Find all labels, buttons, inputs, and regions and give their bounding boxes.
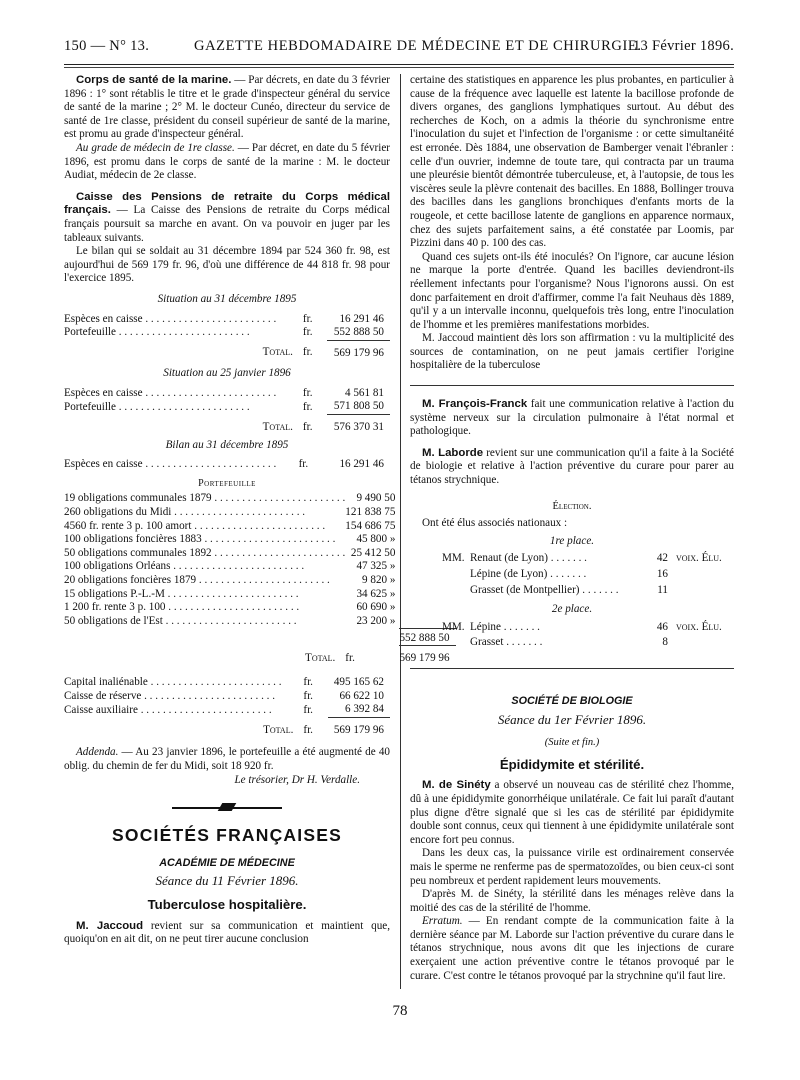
academie-seance: Séance du 11 Février 1896. — [155, 873, 299, 889]
row-label: Caisse auxiliaire . . . . . . . . . . . . . . . . . . . . . . . . — [64, 703, 272, 716]
election-name: Lépine . . . . . . . — [470, 620, 540, 633]
row-unit: fr. — [302, 386, 313, 399]
row-unit: fr. — [302, 326, 313, 339]
section-rule-2 — [410, 668, 734, 669]
election-prefix — [442, 584, 468, 598]
money-row — [64, 313, 390, 327]
laborde-name: M. Laborde — [422, 446, 484, 459]
total-label: Total. — [263, 723, 294, 736]
suite-et-fin: (Suite et fin.) — [544, 737, 600, 749]
jaccoud-text: revient sur sa communication et maintient que, quoiqu'on en ait dit, on ne peut tirer aucune conclusion — [64, 919, 390, 946]
portefeuille-value: 154 686 75 — [345, 519, 396, 532]
bilan-title: Bilan au 31 décembre 1895 — [165, 438, 289, 451]
portefeuille-row — [64, 615, 456, 629]
addenda-heading: Addenda. — [76, 746, 119, 759]
header-date: 13 Février 1896. — [632, 38, 734, 54]
portefeuille-label: 20 obligations foncières 1879 . . . . . . . . . . . . . . . . . . . . . . . . — [64, 574, 330, 586]
row-label: Caisse de réserve . . . . . . . . . . . . . . . . . . . . . . . . — [64, 689, 276, 702]
epididymite-title: Épididymite et stérilité. — [499, 756, 645, 772]
ornament-divider — [172, 801, 282, 815]
election-prefix: MM. — [442, 552, 465, 565]
portefeuille-row — [64, 574, 456, 588]
row-label: Espèces en caisse . . . . . . . . . . . . . . . . . . . . . . . . — [64, 312, 277, 325]
row-unit: fr. — [303, 689, 313, 702]
deux-cas-paragraph: Dans les deux cas, la puissance virile est ordinairement conservée mais le sperme ne renferme pas de spermatozoïdes, ou bien ceux-ci sont peu nombreux et perdent rapidement leurs mouvements. — [410, 847, 734, 887]
portefeuille-sum-row — [64, 628, 456, 646]
grade-paragraph — [64, 142, 390, 183]
portefeuille-row — [64, 560, 456, 574]
election-row — [442, 621, 722, 635]
row-value: 6 392 84 — [345, 703, 384, 716]
portefeuille-value: 23 200 » — [356, 614, 396, 627]
portefeuille-table — [64, 492, 456, 666]
francois-franck-name: M. François-Franck — [422, 398, 528, 411]
total-value: 569 179 96 — [328, 717, 390, 737]
erratum-paragraph — [410, 915, 734, 983]
situation-1-table — [64, 313, 390, 361]
election-result — [670, 584, 722, 598]
money-row — [64, 326, 390, 340]
money-row — [64, 458, 390, 472]
portefeuille-label: 50 obligations de l'Est . . . . . . . . . . . . . . . . . . . . . . . . — [64, 614, 297, 627]
laborde-paragraph — [410, 447, 734, 488]
portefeuille-label: 1 200 fr. rente 3 p. 100 . . . . . . . . . . . . . . . . . . . . . . . . — [64, 601, 300, 614]
election-votes: 16 — [656, 568, 668, 580]
erratum-heading: Erratum. — [422, 915, 463, 928]
portefeuille-row — [64, 533, 456, 547]
right-column — [410, 74, 734, 983]
total-row — [64, 717, 390, 737]
money-row — [64, 703, 390, 717]
election-name: Lépine (de Lyon) . . . . . . . — [470, 568, 587, 580]
portefeuille-label: 50 obligations communales 1892 . . . . . . . . . . . . . . . . . . . . . . . . — [64, 546, 346, 559]
election-votes: 8 — [662, 636, 668, 649]
portefeuille-value: 9 490 50 — [356, 492, 396, 505]
portefeuille-row — [64, 601, 456, 615]
total-label: Total. — [262, 420, 293, 433]
row-label: Portefeuille . . . . . . . . . . . . . . . . . . . . . . . . — [64, 400, 250, 413]
francois-franck-paragraph — [410, 398, 734, 439]
header-rule-thin — [64, 67, 734, 68]
election-row — [442, 568, 722, 582]
caisse-text: — La Caisse des Pensions de retraite du Corps médical français poursuit sa marche en avant. On va pouvoir en juger par les tableaux suivants. — [64, 204, 390, 244]
addenda-paragraph — [64, 746, 390, 773]
jaccoud-name: M. Jaccoud — [76, 919, 144, 932]
sante-marine-text: — Par décrets, en date du 3 février 1896 : 1° sont rétablis le titre et le grade d'inspecteur général du service de santé de la marine ; 2° M. le docteur Cunéo, directeur du service de santé de 1re classe, président du conseil supérieur de santé de la marine, est promu au grade d'inspecteur général. — [64, 74, 391, 141]
portefeuille-value: 60 690 » — [356, 601, 396, 614]
portefeuille-label: 100 obligations foncières 1883 . . . . . . . . . . . . . . . . . . . . . . . . — [64, 533, 336, 546]
election-votes: 11 — [657, 583, 668, 596]
portefeuille-value: 25 412 50 — [350, 546, 396, 559]
row-value: 4 561 81 — [345, 386, 384, 399]
election-title: Élection. — [552, 500, 592, 512]
election-name: Renaut (de Lyon) . . . . . . . — [470, 552, 587, 565]
money-row — [64, 387, 390, 401]
total-value: 569 179 96 — [399, 646, 455, 666]
row-value: 552 888 50 — [333, 326, 384, 339]
jaccoud-conclusion: M. Jaccoud maintient dès lors son affirmation : vu la multiplicité des sources de contamination, on ne peut jamais certifier l'origine hospitalière de la tuberculose — [410, 332, 734, 372]
row-unit: fr. — [303, 676, 313, 689]
row-label: Capital inaliénable . . . . . . . . . . . . . . . . . . . . . . . . — [64, 676, 282, 689]
portefeuille-label: 19 obligations communales 1879 . . . . . . . . . . . . . . . . . . . . . . . . — [64, 492, 346, 505]
row-value: 16 291 46 — [339, 458, 384, 471]
portefeuille-sum: 552 888 50 — [399, 628, 455, 646]
portefeuille-value: 47 325 » — [356, 560, 396, 573]
election-votes: 46 — [656, 620, 668, 633]
election-intro: Ont été élus associés nationaux : — [422, 517, 568, 530]
caisse-heading: Caisse des Pensions de retraite du Corps médical français. — [64, 190, 390, 217]
header-page-issue: 150 — N° 13. — [64, 38, 150, 54]
portefeuille-title: Portefeuille — [198, 477, 256, 489]
election-prefix — [442, 568, 468, 582]
election-result — [670, 568, 722, 582]
portefeuille-value: 9 820 » — [362, 574, 396, 586]
total-row — [64, 340, 390, 360]
portefeuille-row — [64, 547, 456, 561]
sante-marine-paragraph — [64, 74, 390, 142]
francois-franck-text: fait une communication relative à l'action du système nerveux sur la circulation pulmonaire à l'état normal et pathologique. — [410, 398, 734, 438]
portefeuille-label: 15 obligations P.-L.-M . . . . . . . . . . . . . . . . . . . . . . . . — [64, 587, 299, 600]
laborde-text: revient sur une communication qu'il a faite à la Société de biologie et relative à l'action préventive du curare pour parer au tétanos strychnique. — [410, 446, 734, 487]
portefeuille-row — [64, 492, 456, 506]
row-value: 571 808 50 — [333, 400, 384, 413]
election-prefix — [442, 636, 468, 650]
jaccoud-paragraph — [64, 920, 390, 947]
row-value: 66 622 10 — [339, 689, 384, 702]
election-votes: 42 — [656, 552, 668, 565]
election-prefix: MM. — [442, 620, 465, 633]
election-row — [442, 636, 722, 650]
erratum-text: — En rendant compte de la communication faite à la dernière séance par M. Laborde sur l'action préventive du curare dans le tétanos strychnique, nous avons dit que les injections de curare exerçaient une action préventive contre le tétanos provoqué par le curare. C'est contre le tétanos provoqué par la strychnine qu'il faut lire. — [410, 915, 734, 982]
election-name: Grasset . . . . . . . — [470, 636, 543, 649]
total-unit: fr. — [302, 420, 313, 433]
money-row — [64, 400, 390, 414]
grade-heading: Au grade de médecin de 1re classe. — [76, 141, 235, 154]
portefeuille-label: 260 obligations du Midi . . . . . . . . . . . . . . . . . . . . . . . . — [64, 506, 306, 519]
election-row — [442, 552, 722, 566]
grade-text: — Par décret, en date du 5 février 1896, est promu dans le corps de santé de la marine : M. le docteur Audiat, médecin de 2e classe. — [64, 141, 391, 182]
total-unit: fr. — [303, 723, 313, 736]
biologie-seance: Séance du 1er Février 1896. — [497, 711, 647, 727]
tresorier-signature: Le trésorier, Dr H. Verdalle. — [234, 773, 360, 786]
row-unit: fr. — [302, 400, 313, 413]
situation-1-title: Situation au 31 décembre 1895 — [157, 292, 297, 305]
row-label: Espèces en caisse . . . . . . . . . . . . . . . . . . . . . . . . — [64, 386, 277, 399]
election-result: voix. Élu. — [676, 620, 722, 633]
page-number: 78 — [392, 1003, 408, 1019]
apres-sinety-paragraph: D'après M. de Sinéty, la stérilité dans les ménages relève dans la moitié des cas de la stérilité de l'homme. — [410, 888, 734, 914]
tuberculose-continuation: certaine des statistiques en apparence les plus probantes, en particulier à cause de la fréquence avec laquelle est latente la bacillose profonde de divers organes, des ganglions lymphatiques surtout. Au début des recherches de Koch, on a admis la théorie du synchronisme entre l'inoculation du sujet et l'infection de l'organisme : or cette simultanéité est erronée. Dès 1884, une observation de Bamberger venait l'ébranler : celle d'un ouvrier, indemne de toute tare, qui contracta par un trauma une pleurésie bientôt démontrée tuberculeuse, et, à l'autopsie, de tous les viscères seule la plèvre contenait des bacilles. En 1888, Bollinger trouva des bacilles dans les ganglions bronchiques d'enfants morts de la rougeole, et cette bacillose latente de ganglions en apparence normaux, chez des sujets parfaitement sains, a été constatée par Loomis, par Pizzini dans 40 p. 100 des cas. — [410, 74, 734, 250]
bilan-paragraph: Le bilan qui se soldait au 31 décembre 1894 par 524 360 fr. 98, est aujourd'hui de 569 179 fr. 96, d'où une différence de 44 818 fr. 98 pour l'exercice 1895. — [64, 245, 390, 285]
row-label: Espèces en caisse . . . . . . . . . . . . . . . . . . . . . . . . — [64, 458, 277, 471]
inoculation-paragraph: Quand ces sujets ont-ils été inoculés? On l'ignore, car aucune lésion ne marque la porte d'entrée. Quand les bacilles deviendront-ils réellement infectants pour l'organisme? Nous l'ignorons aussi. On est donc parfaitement en droit d'affirmer, comme l'a fait Neuhaus dès 1889, qu'il y a un intervalle inconnu, quelquefois très long, entre l'inoculation de l'homme et les premières manifestations morbides. — [410, 250, 734, 331]
place-1-title: 1re place. — [549, 534, 595, 547]
biologie-heading: SOCIÉTÉ DE BIOLOGIE — [511, 694, 633, 707]
total-row — [64, 415, 390, 435]
addenda-text: — Au 23 janvier 1896, le portefeuille a été augmenté de 40 oblig. du chemin de fer du Midi, soit 18 920 fr. — [64, 746, 390, 773]
total-value: 576 370 31 — [327, 415, 390, 435]
total-label: Total. — [262, 346, 293, 359]
sante-marine-heading: Corps de santé de la marine. — [76, 74, 232, 86]
portefeuille-row — [64, 588, 456, 602]
bilan-total-row — [64, 646, 456, 666]
money-row — [64, 676, 390, 690]
sinety-text: a observé un nouveau cas de stérilité chez l'homme, dû à une épididymite gonorrhéique unilatérale. Ce fait lui paraît d'autant plus digne d'être signalé que si les cas de stérilité par épididymite double sont connus, ceux qui tiennent à une épididymite unilatérale sont encore fort peu connus. — [410, 779, 734, 846]
caisse-paragraph — [64, 191, 390, 245]
sinety-name: M. de Sinéty — [422, 779, 491, 792]
total-value: 569 179 96 — [327, 340, 390, 360]
row-label: Portefeuille . . . . . . . . . . . . . . . . . . . . . . . . — [64, 326, 250, 339]
bilan-table — [64, 458, 390, 472]
row-unit: fr. — [298, 458, 309, 471]
section-rule — [410, 385, 734, 386]
academie-heading: ACADÉMIE DE MÉDECINE — [159, 856, 295, 869]
header-journal-title: GAZETTE HEBDOMADAIRE DE MÉDECINE ET DE CHIRURGIE. — [194, 38, 642, 54]
tuberculose-title: Tuberculose hospitalière. — [147, 897, 307, 912]
row-value: 16 291 46 — [339, 312, 384, 325]
portefeuille-label: 4560 fr. rente 3 p. 100 amort . . . . . . . . . . . . . . . . . . . . . . . . — [64, 519, 326, 532]
situation-2-table — [64, 387, 390, 435]
portefeuille-row — [64, 520, 456, 534]
row-value: 495 165 62 — [333, 676, 384, 689]
capital-table — [64, 676, 390, 737]
portefeuille-value: 121 838 75 — [345, 506, 396, 519]
portefeuille-value: 34 625 » — [356, 587, 396, 600]
place-2-table — [440, 619, 724, 652]
row-unit: fr. — [302, 312, 313, 325]
row-unit: fr. — [303, 703, 313, 716]
election-result: voix. Élu. — [676, 552, 722, 565]
portefeuille-value: 45 800 » — [356, 533, 396, 546]
spacer — [345, 628, 399, 646]
election-row — [442, 584, 722, 598]
total-unit: fr. — [302, 346, 313, 359]
situation-2-title: Situation au 25 janvier 1896 — [163, 367, 291, 380]
societes-francaises-title: SOCIÉTÉS FRANÇAISES — [112, 825, 342, 846]
spacer — [64, 628, 345, 646]
total-label: Total. — [305, 652, 336, 665]
election-name: Grasset (de Montpellier) . . . . . . . — [470, 583, 619, 596]
place-1-table — [440, 550, 724, 599]
sinety-paragraph — [410, 779, 734, 847]
money-row — [64, 690, 390, 704]
portefeuille-label: 100 obligations Orléans . . . . . . . . . . . . . . . . . . . . . . . . — [64, 560, 305, 573]
page-header — [64, 38, 734, 60]
total-unit: fr. — [345, 652, 355, 665]
header-rule — [64, 64, 734, 65]
portefeuille-row — [64, 506, 456, 520]
election-result — [670, 636, 722, 650]
place-2-title: 2e place. — [551, 603, 593, 616]
